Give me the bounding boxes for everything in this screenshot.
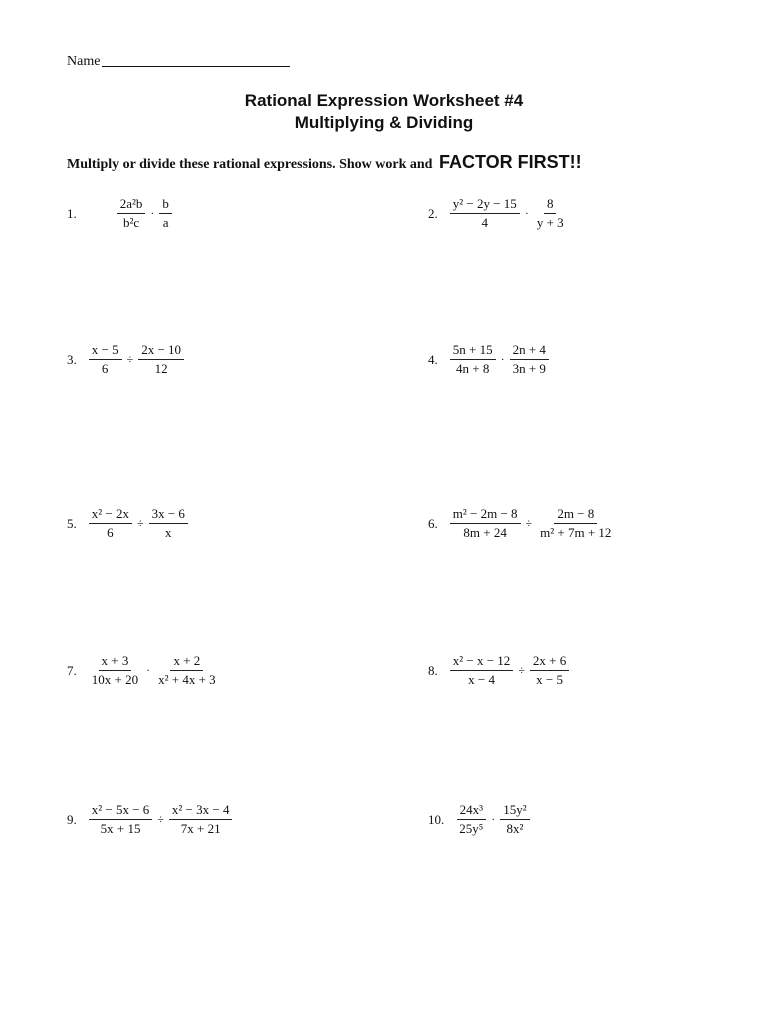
fraction-2 (537, 506, 614, 541)
problem-number: 6. (428, 515, 438, 531)
denominator: m² + 7m + 12 (540, 525, 612, 540)
problem-expression (87, 653, 221, 688)
name-blank-line[interactable] (102, 52, 290, 67)
operator: ÷ (136, 516, 144, 530)
problem-expression (87, 342, 186, 377)
numerator: 2n + 4 (510, 342, 549, 360)
problem-expression (448, 506, 617, 541)
denominator: a (162, 215, 169, 230)
instructions-emphasis: FACTOR FIRST!! (438, 152, 582, 172)
problem-expression (115, 196, 174, 231)
problem-expression (448, 342, 551, 377)
fraction-2 (155, 653, 219, 688)
problem-expression (454, 802, 531, 837)
problem-expression (87, 506, 190, 541)
fraction-1 (450, 506, 521, 541)
fraction-1 (450, 196, 520, 231)
denominator: 12 (154, 361, 168, 376)
problem-4 (428, 342, 551, 377)
numerator: x² − x − 12 (450, 653, 514, 671)
denominator: x − 5 (536, 672, 563, 687)
problem-number: 9. (67, 811, 77, 827)
problem-number: 4. (428, 351, 438, 367)
denominator: x (165, 525, 172, 540)
fraction-2 (534, 196, 567, 231)
problem-5 (67, 506, 190, 541)
operator: ÷ (157, 812, 164, 826)
denominator: 3n + 9 (512, 361, 546, 376)
denominator: 8m + 24 (463, 525, 507, 540)
denominator: x − 4 (468, 672, 495, 687)
problem-9 (67, 802, 234, 837)
problem-expression (448, 196, 569, 231)
problem-number: 7. (67, 662, 77, 678)
fraction-2 (530, 653, 569, 688)
numerator: x + 3 (99, 653, 132, 671)
operator: · (500, 352, 505, 366)
fraction-1 (89, 506, 132, 541)
numerator: 2x − 10 (138, 342, 184, 360)
fraction-2 (500, 802, 529, 837)
fraction-1 (117, 196, 146, 231)
denominator: b²c (123, 215, 140, 230)
problem-number: 1. (67, 205, 77, 221)
problem-number: 8. (428, 662, 438, 678)
numerator: x² − 5x − 6 (89, 802, 153, 820)
name-label: Name (67, 54, 101, 69)
problem-number: 5. (67, 515, 77, 531)
operator: ÷ (126, 352, 134, 366)
fraction-1 (456, 802, 486, 837)
problem-6 (428, 506, 616, 541)
numerator: 5n + 15 (450, 342, 496, 360)
instructions (67, 152, 582, 173)
problem-expression (87, 802, 235, 837)
worksheet-title-block (0, 90, 768, 134)
fraction-2 (159, 196, 172, 231)
numerator: x² − 2x (89, 506, 132, 524)
name-field (67, 52, 290, 70)
operator: · (150, 206, 155, 220)
problem-expression (448, 653, 572, 688)
numerator: 2a²b (117, 196, 146, 214)
problem-3 (67, 342, 186, 377)
denominator: 10x + 20 (91, 672, 139, 687)
numerator: 8 (544, 196, 557, 214)
problem-7 (67, 653, 221, 688)
problem-number: 10. (428, 811, 445, 827)
denominator: 5x + 15 (100, 821, 141, 836)
problem-1 (67, 196, 174, 231)
denominator: 6 (107, 525, 114, 540)
numerator: y² − 2y − 15 (450, 196, 520, 214)
fraction-1 (89, 653, 141, 688)
problem-2 (428, 196, 569, 231)
numerator: 2m − 8 (554, 506, 597, 524)
numerator: x − 5 (89, 342, 122, 360)
numerator: m² − 2m − 8 (450, 506, 521, 524)
numerator: 2x + 6 (530, 653, 569, 671)
denominator: 7x + 21 (180, 821, 221, 836)
numerator: b (159, 196, 172, 214)
operator: ÷ (518, 663, 525, 677)
fraction-1 (450, 653, 514, 688)
fraction-2 (510, 342, 549, 377)
problem-number: 2. (428, 205, 438, 221)
operator: · (524, 206, 529, 220)
instructions-text: Multiply or divide these rational expressions. Show work and (67, 157, 433, 172)
denominator: 25y⁵ (459, 821, 484, 836)
numerator: 3x − 6 (149, 506, 188, 524)
fraction-2 (169, 802, 233, 837)
fraction-2 (138, 342, 184, 377)
denominator: 6 (101, 361, 109, 376)
denominator: 4n + 8 (456, 361, 490, 376)
problem-8 (428, 653, 571, 688)
operator: ÷ (525, 516, 533, 530)
fraction-1 (89, 342, 122, 377)
operator: · (146, 663, 151, 677)
denominator: y + 3 (536, 215, 564, 230)
numerator: x + 2 (170, 653, 203, 671)
fraction-1 (450, 342, 496, 377)
denominator: x² + 4x + 3 (158, 672, 216, 687)
fraction-1 (89, 802, 153, 837)
operator: · (491, 812, 496, 826)
denominator: 8x² (506, 821, 524, 836)
worksheet-title: Rational Expression Worksheet #4 (244, 91, 524, 110)
fraction-2 (149, 506, 188, 541)
problem-number: 3. (67, 351, 77, 367)
numerator: 24x³ (457, 802, 486, 820)
numerator: 15y² (500, 802, 529, 820)
numerator: x² − 3x − 4 (169, 802, 233, 820)
denominator: 4 (481, 215, 489, 230)
worksheet-subtitle: Multiplying & Dividing (294, 113, 474, 132)
problem-10 (428, 802, 532, 837)
